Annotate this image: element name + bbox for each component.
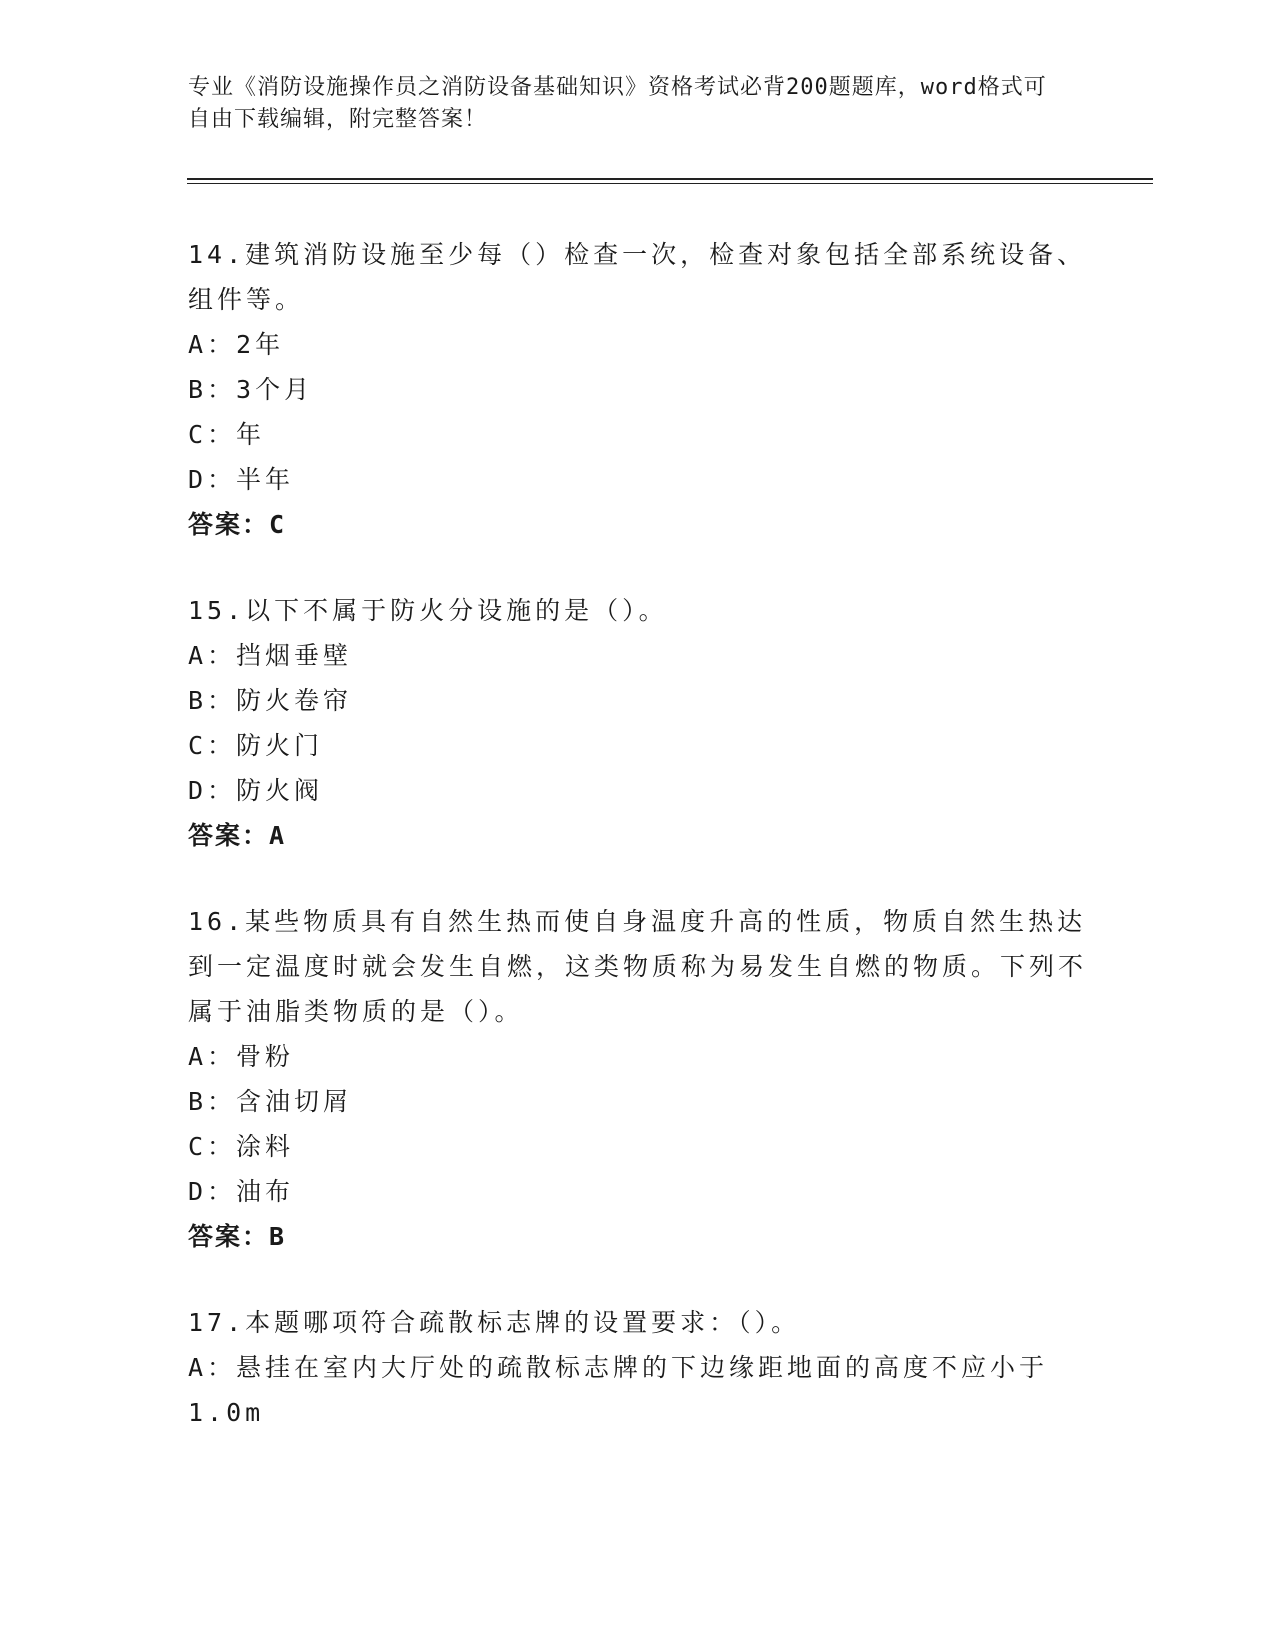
option-list [188, 1034, 1088, 1214]
question-list [188, 232, 1088, 1476]
option-d: D：油布 [188, 1177, 295, 1206]
header-divider-thick [187, 178, 1153, 180]
question-14 [188, 232, 1088, 547]
option-b: B：防火卷帘 [188, 686, 353, 715]
option-c: C：涂料 [188, 1132, 295, 1161]
option-d: D：半年 [188, 465, 295, 494]
option-d: D：防火阀 [188, 776, 324, 805]
question-16 [188, 899, 1088, 1259]
document-header-title: 专业《消防设施操作员之消防设备基础知识》资格考试必背200题题库，word格式可自由下载编辑，附完整答案！ [188, 75, 1047, 132]
question-stem: 16.某些物质具有自然生热而使自身温度升高的性质，物质自然生热达到一定温度时就会发生自燃，这类物质称为易发生自燃的物质。下列不属于油脂类物质的是（）。 [188, 907, 1088, 1026]
answer-label: 答案：C [188, 510, 287, 539]
option-a: A：骨粉 [188, 1042, 295, 1071]
question-stem: 17.本题哪项符合疏散标志牌的设置要求：（）。 [188, 1308, 801, 1337]
option-c: C：年 [188, 420, 266, 449]
option-b: B：含油切屑 [188, 1087, 353, 1116]
option-list [188, 322, 1088, 502]
question-15 [188, 588, 1088, 858]
option-a: A：悬挂在室内大厅处的疏散标志牌的下边缘距地面的高度不应小于1.0m [188, 1353, 1049, 1427]
option-b: B：3个月 [188, 375, 314, 404]
option-list [188, 1345, 1088, 1435]
option-a: A：挡烟垂壁 [188, 641, 353, 670]
question-17 [188, 1300, 1088, 1435]
option-c: C：防火门 [188, 731, 324, 760]
option-a: A：2年 [188, 330, 285, 359]
question-stem: 15.以下不属于防火分设施的是（）。 [188, 596, 668, 625]
option-list [188, 633, 1088, 813]
answer-label: 答案：A [188, 821, 287, 850]
header-divider-thin [187, 183, 1153, 184]
question-stem: 14.建筑消防设施至少每（）检查一次，检查对象包括全部系统设备、组件等。 [188, 240, 1087, 314]
answer-label: 答案：B [188, 1222, 287, 1251]
